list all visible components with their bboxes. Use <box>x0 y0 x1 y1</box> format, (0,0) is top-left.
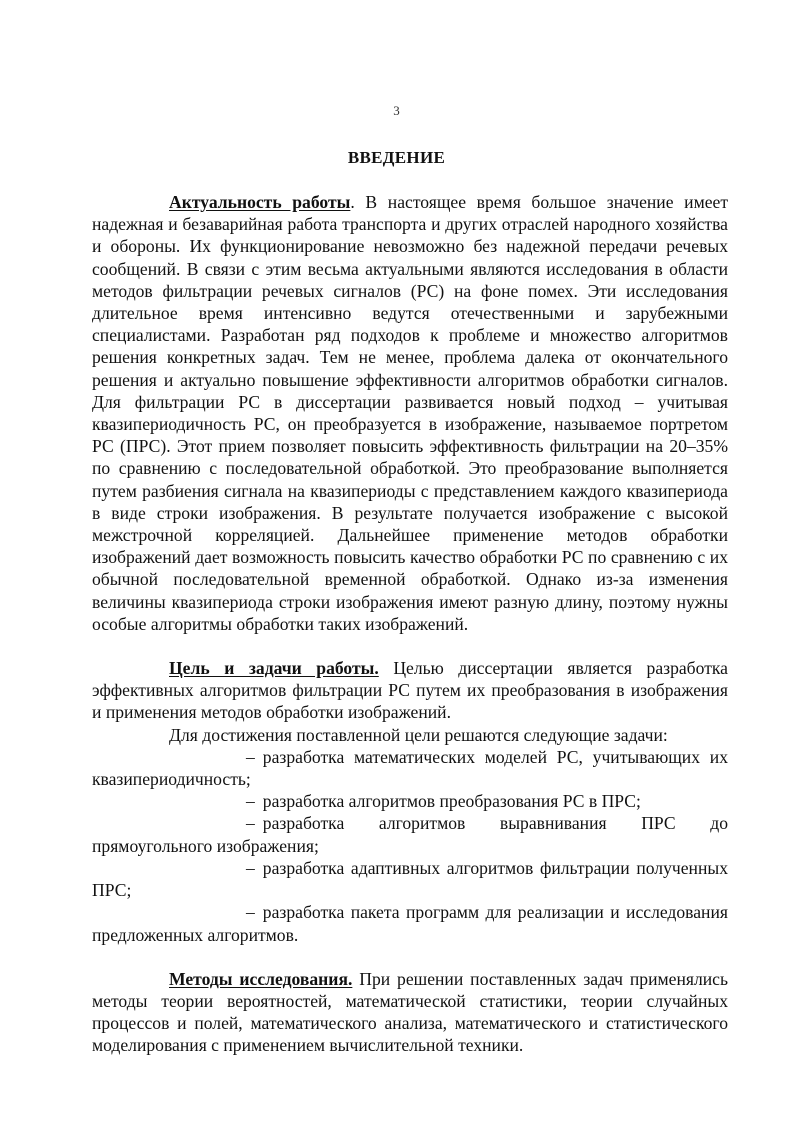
dash-bullet-icon: – <box>246 857 255 878</box>
dash-bullet-icon: – <box>246 902 255 923</box>
list-item-text: разработка пакета программ для реализации и исследования предложенных алгоритмов. <box>92 902 728 945</box>
section-goals <box>92 657 728 724</box>
dash-bullet-icon: – <box>246 813 255 834</box>
heading-suffix <box>379 658 394 678</box>
page-title: ВВЕДЕНИЕ <box>347 148 446 167</box>
list-item-text: разработка адаптивных алгоритмов фильтрации полученных ПРС; <box>92 857 728 901</box>
list-item <box>92 746 728 790</box>
section-methods <box>92 968 728 1057</box>
list-item <box>92 812 728 856</box>
section-heading: Методы исследования. <box>169 968 353 989</box>
list-item-text: разработка алгоритмов выравнивания ПРС до прямоугольного изображения; <box>92 813 728 856</box>
section-relevance <box>92 191 728 635</box>
section-heading: Цель и задачи работы. <box>169 658 379 679</box>
heading-suffix: . <box>350 192 366 212</box>
page-number: 3 <box>393 103 400 118</box>
section-heading: Актуальность работы <box>169 192 351 212</box>
section-text: При решении поставленных задач применялись методы теории вероятностей, математической статистики, теории случайных процессов и полей, математического анализа, математического и статистического моделирования с применением вычислительной техники. <box>92 968 728 1056</box>
tasks-intro: Для достижения поставленной цели решаются следующие задачи: <box>169 724 668 745</box>
list-item <box>92 901 728 945</box>
section-text: В настоящее время большое значение имеет надежная и безаварийная работа транспорта и других отраслей народного хозяйства и обороны. Их функционирование невозможно без надежной передачи речевых сообщений. В связи с этим весьма актуальными являются исследования в области методов фильтрации речевых сигналов (РС) на фоне помех. Эти исследования длительное время интенсивно ведутся отечественными и зарубежными специалистами. Разработан ряд подходов к проблеме и множество алгоритмов решения конкретных задач. Тем не менее, проблема далека от окончательного решения и актуально повышение эффективности алгоритмов обработки сигналов. Для фильтрации РС в диссертации развивается новый подход – учитывая квазипериодичность РС, он преобразуется в изображение, называемое портретом РС (ПРС). Этот прием позволяет повысить эффективность фильтрации на 20–35% по сравнению с последовательной обработкой. Это преобразование выполняется путем разбиения сигнала на квазипериоды с представлением каждого квазипериода в виде строки изображения. В результате получается изображение с высокой межстрочной корреляцией. Дальнейшее применение методов обработки изображений дает возможность повысить качество обработки РС по сравнению с их обычной последовательной временной обработкой. Однако из-за изменения величины квазипериода строки изображения имеют разную длину, поэтому нужны особые алгоритмы обработки таких изображений. <box>92 192 729 634</box>
list-item <box>92 857 728 901</box>
section-text: Целью диссертации является разработка эффективных алгоритмов фильтрации РС путем их преобразования в изображения и применения методов обработки изображений. <box>92 658 728 723</box>
list-item-text: разработка математических моделей РС, учитывающих их квазипериодичность; <box>92 746 728 790</box>
list-item-text: разработка алгоритмов преобразования РС в ПРС; <box>262 791 641 812</box>
list-item <box>92 790 728 812</box>
dash-bullet-icon: – <box>246 746 255 767</box>
document-body <box>92 191 728 1057</box>
dash-bullet-icon: – <box>246 791 255 812</box>
